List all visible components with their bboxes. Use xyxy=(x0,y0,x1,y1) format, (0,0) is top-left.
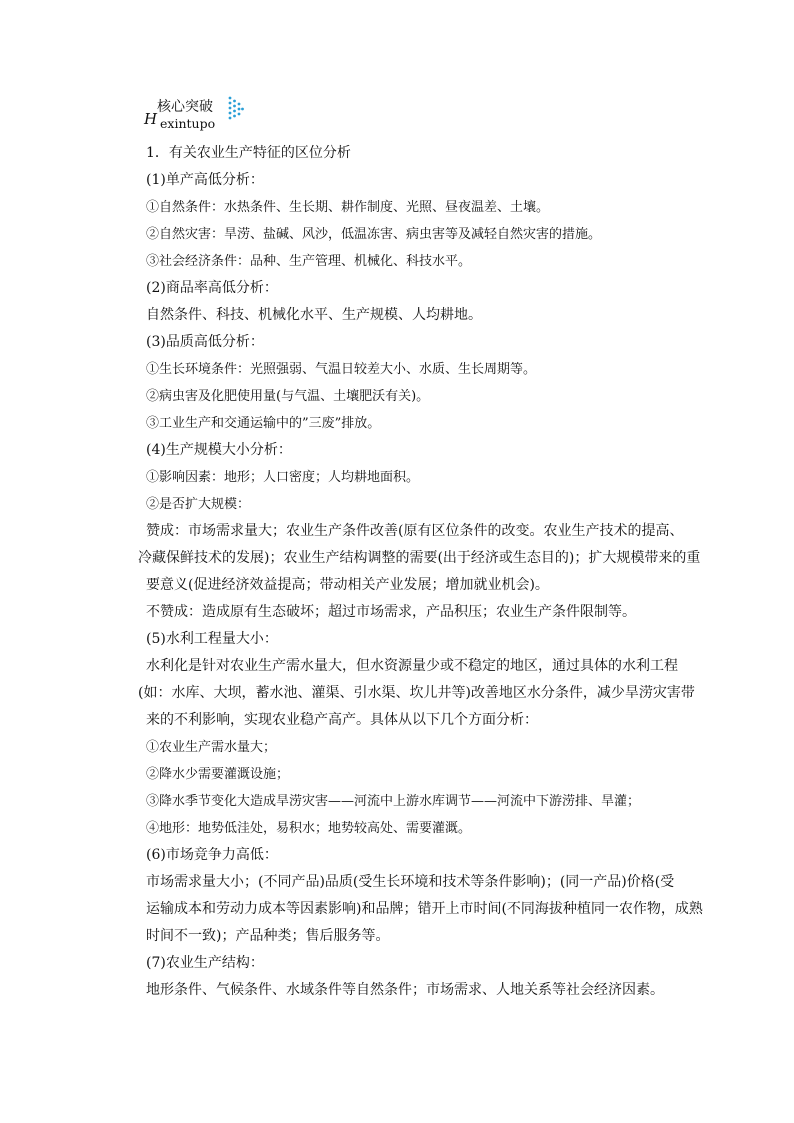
text-line: 地形条件、气候条件、水域条件等自然条件；市场需求、人地关系等社会经济因素。 xyxy=(146,982,664,998)
text-line: 时间不一致)；产品种类；售后服务等。 xyxy=(146,928,390,944)
list-item: ④地形：地势低洼处，易积水；地势较高处、需要灌溉。 xyxy=(146,821,472,836)
list-item: ②病虫害及化肥使用量(与气温、土壤肥沃有关)。 xyxy=(146,389,430,404)
text-line: 运输成本和劳动力成本等因素影响)和品牌；错开上市时间(不同海拔种植同一农作物，成熟 xyxy=(146,901,703,917)
list-item: ①农业生产需水量大； xyxy=(146,740,277,755)
text-line: 赞成：市场需求量大；农业生产条件改善(原有区位条件的改变。农业生产技术的提高、 xyxy=(146,523,684,539)
section-header xyxy=(144,96,264,138)
text-line: 要意义(促进经济效益提高；带动相关产业发展；增加就业机会)。 xyxy=(146,577,549,593)
header-pinyin: exintupo xyxy=(160,116,216,131)
text-line: 来的不利影响，实现农业稳产高产。具体从以下几个方面分析： xyxy=(146,712,538,728)
list-item: ③降水季节变化大造成旱涝灾害——河流中上游水库调节——河流中下游涝排、旱灌； xyxy=(146,794,641,809)
list-item: ②是否扩大规模： xyxy=(146,497,251,512)
header-h-letter: H xyxy=(144,110,158,128)
subheading: (6)市场竞争力高低： xyxy=(146,847,278,863)
list-item: ①生长环境条件：光照强弱、气温日较差大小、水质、生长周期等。 xyxy=(146,362,537,377)
list-item: ①自然条件：水热条件、生长期、耕作制度、光照、昼夜温差、土壤。 xyxy=(146,200,550,215)
subheading: (5)水利工程量大小： xyxy=(146,631,278,647)
list-item: ①影响因素：地形；人口密度；人均耕地面积。 xyxy=(146,470,420,485)
subheading: (3)品质高低分析： xyxy=(146,334,264,350)
subheading: (4)生产规模大小分析： xyxy=(146,442,292,458)
list-item: ③社会经济条件：品种、生产管理、机械化、科技水平。 xyxy=(146,254,472,269)
text-line: 不赞成：造成原有生态破坏；超过市场需求，产品积压；农业生产条件限制等。 xyxy=(146,604,636,620)
text-line: (如：水库、大坝，蓄水池、灌渠、引水渠、坎儿井等)改善地区水分条件，减少旱涝灾害带 xyxy=(138,685,695,701)
text-line: 水利化是针对农业生产需水量大，但水资源量少或不稳定的地区，通过具体的水利工程 xyxy=(146,658,678,674)
list-item: ③工业生产和交通运输中的”三废”排放。 xyxy=(146,416,381,431)
list-item: ②自然灾害：旱涝、盐碱、风沙，低温冻害、病虫害等及减轻自然灾害的措施。 xyxy=(146,227,602,242)
list-item: ②降水少需要灌溉设施； xyxy=(146,767,290,782)
text-line: 冷藏保鲜技术的发展)；农业生产结构调整的需要(出于经济或生态目的)；扩大规模带来的重 xyxy=(138,550,701,566)
header-title: 核心突破 xyxy=(157,99,213,115)
text-line: 自然条件、科技、机械化水平、生产规模、人均耕地。 xyxy=(146,307,482,323)
subheading: (7)农业生产结构： xyxy=(146,955,264,971)
document-body xyxy=(138,140,703,1004)
text-line: 市场需求量大小；(不同产品)品质(受生长环境和技术等条件影响)；(同一产品)价格(受 xyxy=(146,874,675,890)
section-heading: 1．有关农业生产特征的区位分析 xyxy=(146,145,351,161)
subheading: (2)商品率高低分析： xyxy=(146,280,278,296)
subheading: (1)单产高低分析： xyxy=(146,172,264,188)
arrow-dots-icon xyxy=(228,96,244,122)
